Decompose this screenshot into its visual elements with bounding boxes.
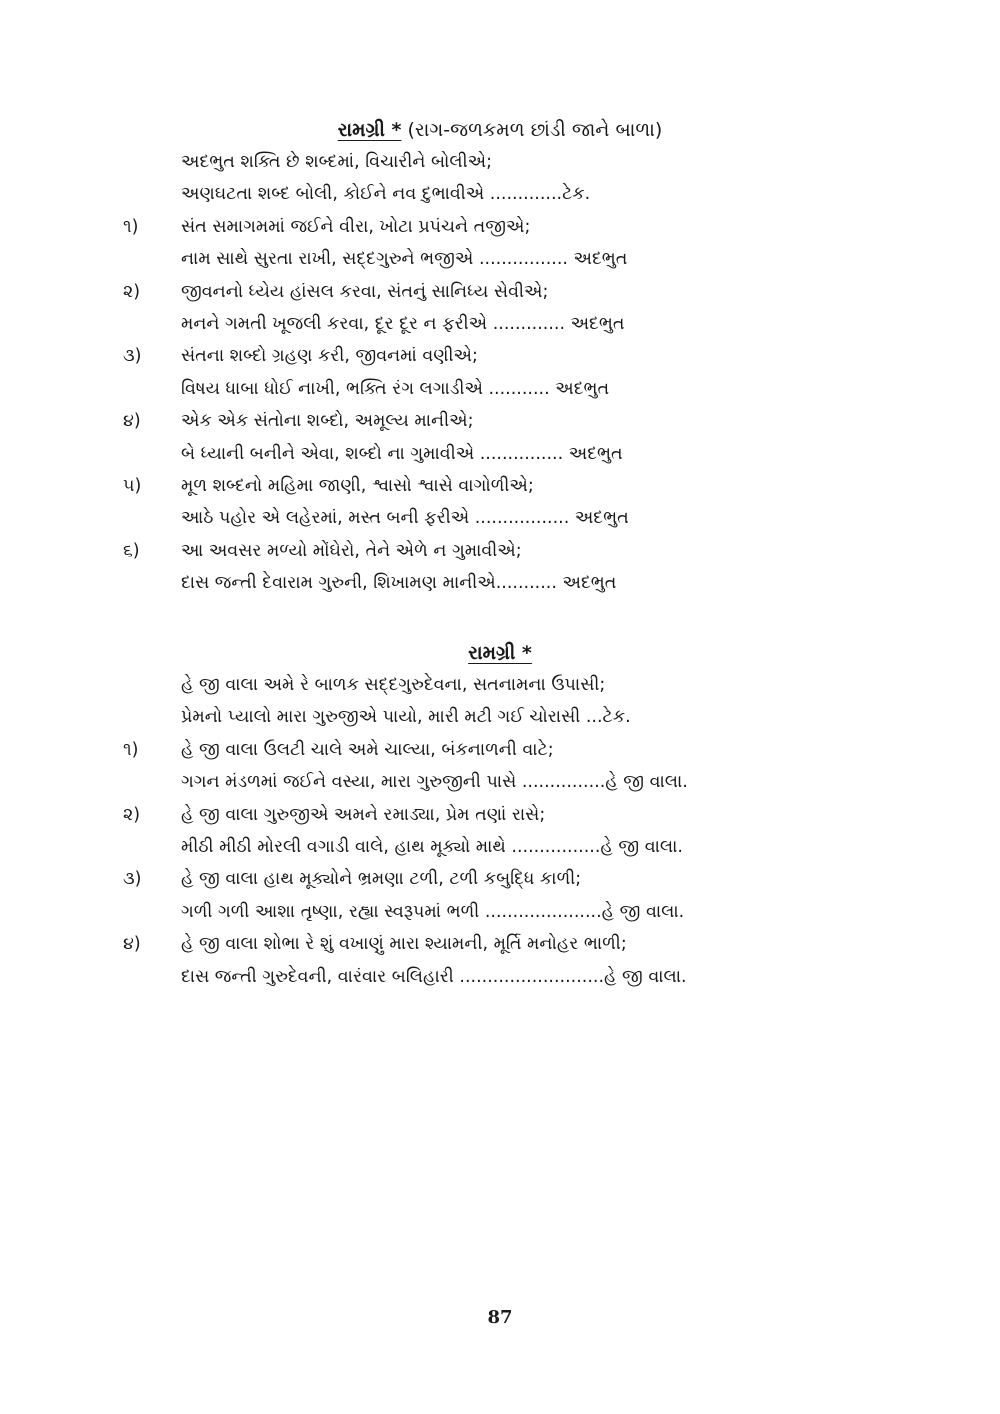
verse-line <box>0 405 1000 437</box>
verse-line <box>0 669 1000 701</box>
verse-text: ગળી ગળી આશા તૃષ્ણા, રહ્યા સ્વરૂપમાં ભળી .....................હે જી વાલા. <box>181 901 685 922</box>
verse-line <box>0 766 1000 798</box>
verse-line <box>0 734 1000 766</box>
verse-text: દાસ જન્તી દેવારામ ગુરુની, શિખામણ માનીએ........... અદભુત <box>181 573 617 594</box>
verse-text: ગગન મંડળમાં જઈને વસ્યા, મારા ગુરુજીની પાસે ...............હે જી વાલા. <box>181 772 688 793</box>
song1-raga: (રાગ-જળકમળ છાંડી જાને બાળા) <box>401 119 663 141</box>
verse-number: ૩) <box>123 869 142 890</box>
verse-text: જીવનનો ધ્યેય હાંસલ કરવા, સંતનું સાનિધ્ય સેવીએ; <box>181 281 549 302</box>
verse-text: મીઠી મીઠી મોરલી વગાડી વાલે, હાથ મૂક્યો માથે ................હે જી વાલા. <box>181 836 683 857</box>
verse-line <box>0 340 1000 372</box>
verse-line <box>0 928 1000 960</box>
verse-text: નામ સાથે સુરતા રાખી, સદ્દગુરુને ભજીએ ................ અદભુત <box>181 249 628 270</box>
verse-line <box>0 470 1000 502</box>
verse-line <box>0 799 1000 831</box>
song1-verses <box>0 146 1000 599</box>
song1-heading <box>0 116 1000 144</box>
verse-number: ૧) <box>123 216 139 237</box>
verse-number: ૨) <box>123 281 141 302</box>
verse-line <box>0 535 1000 567</box>
verse-number: ૩) <box>123 346 142 367</box>
verse-text: હે જી વાલા અમે રે બાળક સદ્દગુરુદેવના, સતનામના ઉપાસી; <box>181 675 606 695</box>
verse-text: સંતના શબ્દો ગ્રહણ કરી, જીવનમાં વણીએ; <box>181 346 478 367</box>
verse-number: ૬) <box>123 540 140 561</box>
verse-text: અદભુત શક્તિ છે શબ્દમાં, વિચારીને બોલીએ; <box>181 152 493 172</box>
verse-line <box>0 373 1000 405</box>
song2-verses <box>0 669 1000 993</box>
verse-text: સંત સમાગમમાં જઈને વીરા, ખોટા પ્રપંચને તજીએ; <box>181 216 531 237</box>
verse-line <box>0 961 1000 993</box>
song2-title: રામગ્રી * <box>468 642 532 664</box>
verse-line <box>0 211 1000 243</box>
verse-line <box>0 276 1000 308</box>
verse-text: વિષય ધાબા ધોઈ નાખી, ભક્તિ રંગ લગાડીએ ........... અદભુત <box>181 378 610 399</box>
song2-heading <box>0 639 1000 667</box>
song1-title: રામગ્રી * <box>337 119 402 141</box>
verse-text: અણઘટતા શબ્દ બોલી, કોઈને નવ દુભાવીએ .............ટેક. <box>181 184 591 205</box>
verse-line <box>0 178 1000 210</box>
verse-line <box>0 567 1000 599</box>
verse-line <box>0 502 1000 534</box>
verse-line <box>0 863 1000 895</box>
verse-text: દાસ જન્તી ગુરુદેવની, વારંવાર બલિહારી ..........................હે જી વાલા. <box>181 966 687 987</box>
verse-number: ૧) <box>123 739 139 760</box>
verse-line <box>0 896 1000 928</box>
verse-text: હે જી વાલા શોભા રે શું વખાણું મારા શ્યામની, મૂર્તિ મનોહર ભાળી; <box>181 934 627 955</box>
verse-number: ૪) <box>123 934 141 955</box>
verse-line <box>0 438 1000 470</box>
verse-line <box>0 243 1000 275</box>
verse-text: મૂળ શબ્દનો મહિમા જાણી, શ્વાસો શ્વાસે વાગોળીએ; <box>181 475 534 496</box>
verse-text: હે જી વાલા ઉલટી ચાલે અમે ચાલ્યા, બંકનાળની વાટે; <box>181 739 554 760</box>
verse-text: હે જી વાલા ગુરુજીએ અમને રમાડ્યા, પ્રેમ તણાં રાસે; <box>181 804 546 825</box>
verse-text: બે ધ્યાની બનીને એવા, શબ્દો ના ગુમાવીએ ............... અદભુત <box>181 443 623 464</box>
verse-text: આઠે પહોર એ લહેરમાં, મસ્ત બની ફરીએ ................. અદભુત <box>181 508 629 529</box>
verse-text: એક એક સંતોના શબ્દો, અમૂલ્ય માનીએ; <box>181 411 474 432</box>
verse-number: ૫) <box>123 475 142 496</box>
verse-text: આ અવસર મળ્યો મોંઘેરો, તેને એળે ન ગુમાવીએ; <box>181 540 522 561</box>
verse-number: ૪) <box>123 411 141 432</box>
verse-line <box>0 831 1000 863</box>
page-number: 87 <box>487 1307 513 1328</box>
verse-text: મનને ગમતી ખૂજલી કરવા, દૂર દૂર ન ફરીએ ............. અદભુત <box>181 313 625 334</box>
verse-line <box>0 308 1000 340</box>
verse-line <box>0 701 1000 733</box>
verse-number: ૨) <box>123 804 141 825</box>
verse-text: પ્રેમનો પ્યાલો મારા ગુરુજીએ પાયો, મારી મટી ગઈ ચોરાસી ...ટેક. <box>181 707 631 728</box>
verse-text: હે જી વાલા હાથ મૂક્યોને ભ્રમણા ટળી, ટળી કબુદ્ધિ કાળી; <box>181 869 582 890</box>
verse-line <box>0 146 1000 178</box>
